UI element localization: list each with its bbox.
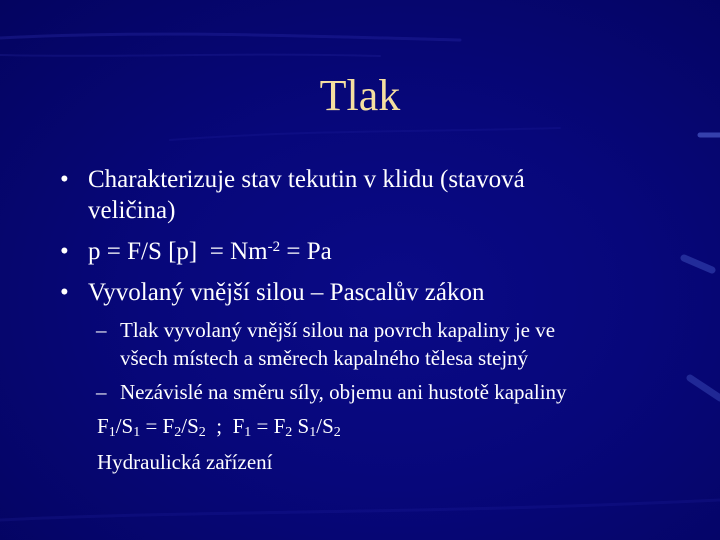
sub-2: Nezávislé na směru síly, objemu ani hustotě kapaliny [120, 380, 567, 404]
formula-part: S [292, 414, 310, 438]
formula-part: /S [115, 414, 134, 438]
bullet-2-tail: = Pa [280, 238, 332, 265]
formula-subscript: 2 [174, 425, 182, 440]
slide-title: Tlak [319, 71, 401, 120]
formula-line [97, 412, 341, 440]
formula-part: = F [251, 414, 286, 438]
sub-1-line-2: všech místech a směrech kapalného tělesa stejný [120, 346, 529, 370]
formula-part: F [97, 414, 109, 438]
formula-part: ; F [205, 414, 245, 438]
formula-part: = F [140, 414, 175, 438]
formula-part: /S [181, 414, 199, 438]
bullet-1-line-2: veličina) [88, 197, 176, 224]
formula-subscript: 1 [244, 425, 252, 440]
bullet-2 [88, 236, 332, 267]
bullet-marker: • [60, 166, 69, 193]
formula-subscript: 2 [285, 425, 293, 440]
hydraulic-line: Hydraulická zařízení [97, 450, 273, 474]
bullet-2-exponent: -2 [267, 239, 281, 255]
bullet-marker: • [60, 238, 69, 265]
sub-1-line-1: Tlak vyvolaný vnější silou na povrch kapaliny je ve [120, 318, 556, 342]
bullet-3: Vyvolaný vnější silou – Pascalův zákon [88, 279, 485, 306]
bullet-1-line-1: Charakterizuje stav tekutin v klidu (stavová [88, 166, 525, 193]
formula-subscript: 1 [108, 425, 116, 440]
formula-part: /S [316, 414, 334, 438]
formula-subscript: 1 [309, 425, 317, 440]
bullet-marker: • [60, 279, 69, 306]
bullet-2-text: p = F/S [p] = Nm [88, 238, 268, 265]
formula-subscript: 1 [133, 425, 141, 440]
dash-marker: – [96, 380, 107, 404]
dash-marker: – [96, 318, 107, 342]
formula-subscript: 2 [333, 425, 341, 440]
formula-subscript: 2 [198, 425, 206, 440]
